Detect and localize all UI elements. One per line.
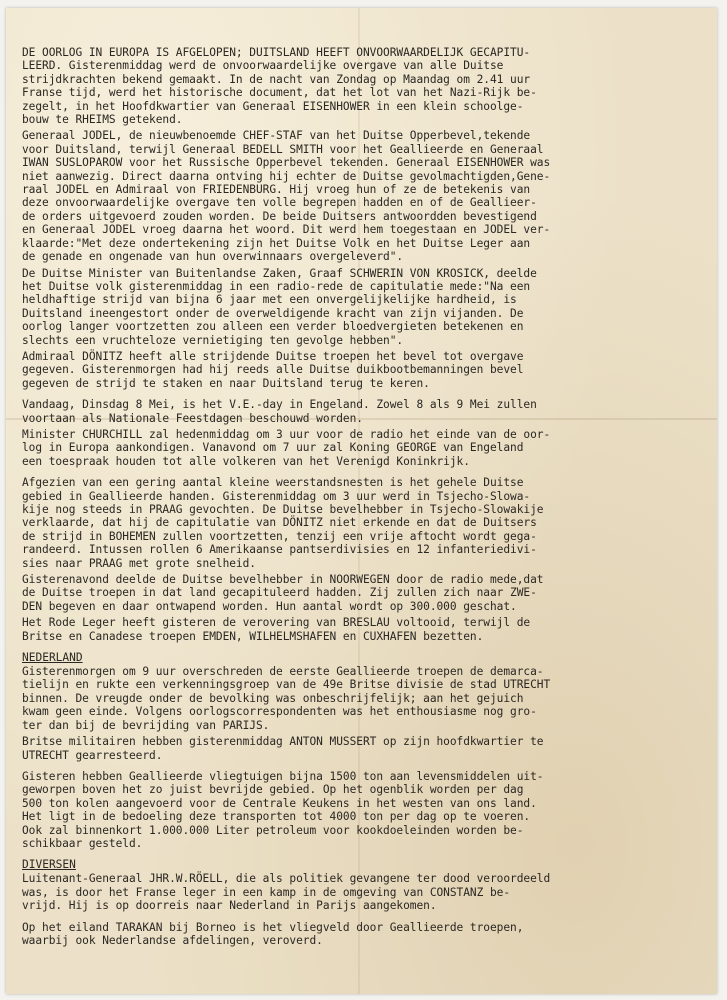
paragraph [22,350,706,390]
text-line: De Duitse Minister van Buitenlandse Zaken, Graaf SCHWERIN VON KROSICK, deelde [22,266,537,280]
text-line: heldhaftige strijd van bijna 6 jaar met een onvergelijkelijke hardheid, is [22,293,517,307]
text-line: Het ligt in de bedoeling deze transporten tot 4000 ton per dag op te voeren. [22,810,531,824]
paragraph [22,428,706,468]
text-line: Afgezien van een gering aantal kleine weerstandsnesten is het gehele Duitse [22,476,524,490]
section-nederland [22,646,706,850]
paragraph [22,616,706,643]
paragraph [22,770,706,850]
text-line: Gisterenavond deelde de Duitse bevelhebber in NOORWEGEN door de radio mede,dat [22,573,544,587]
text-line: zegelt, in het Hoofdkwartier van Generaal EISENHOWER in een klein schoolge- [22,99,524,113]
text-line: Vandaag, Dinsdag 8 Mei, is het V.E.-day in Engeland. Zowel 8 als 9 Mei zullen [22,398,537,412]
text-line: 500 ton kolen aangevoerd voor de Centrale Keukens in het westen van ons land. [22,796,537,810]
section-heading-nederland: NEDERLAND [22,651,83,665]
text-line: tielijn en rukte een verkenningsgroep van de 49e Britse divisie de stad UTRECHT [22,678,551,692]
text-line: Het Rode Leger heeft gisteren de verovering van BRESLAU voltooid, terwijl de [22,616,531,630]
paragraph [22,573,706,613]
text-line: verklaarde, dat hij de capitulatie van DÖNITZ niet erkende en dat de Duitsers [22,516,537,530]
text-line: Ook zal binnenkort 1.000.000 Liter petroleum voor kookdoeleinden worden be- [22,823,524,837]
text-line: het Duitse volk gisterenmiddag in een radio-rede de capitulatie mede:"Na een [22,279,531,293]
diversen-paragraphs [22,872,706,947]
paragraph [22,267,706,347]
paragraph [22,872,706,912]
text-line: raal JODEL en Admiraal von FRIEDENBURG. Hij vroeg hun of ze de betekenis van [22,183,531,197]
text-line: de strijd in BOHEMEN zullen voortzetten, tenzij een vrije aftocht wordt gega- [22,529,537,543]
text-line: voor Duitsland, terwijl Generaal BEDELL SMITH voor het Geallieerde en Generaal [22,142,544,156]
paragraph [22,735,706,762]
section-diversen [22,853,706,947]
text-line: Britse en Canadese troepen EMDEN, WILHELMSHAFEN en CUXHAFEN bezetten. [22,629,484,643]
text-line: waarbij ook Nederlandse afdelingen, veroverd. [22,933,323,947]
paragraph [22,46,706,126]
text-line: randeerd. Intussen rollen 6 Amerikaanse pantserdivisies en 12 infanteriedivi- [22,543,537,557]
newspaper-sheet [6,8,717,994]
text-line: gegeven de strijd te staken en naar Duitsland terug te keren. [22,376,430,390]
text-line: oorlog langer voortzetten zou alleen een verder bloedvergieten betekenen en [22,320,524,334]
text-line: UTRECHT gearresteerd. [22,748,163,762]
text-line: Britse militairen hebben gisterenmiddag ANTON MUSSERT op zijn hoofdkwartier te [22,735,544,749]
text-line: Gisterenmorgen om 9 uur overschreden de eerste Geallieerde troepen de demarca- [22,665,544,679]
text-line: kije nog steeds in PRAAG gevochten. De Duitse bevelhebber in Tsjecho-Slowakije [22,503,544,516]
main-news-section [22,46,706,643]
text-line: gebied in Geallieerde handen. Gisterenmiddag om 3 uur werd in Tsjecho-Slowa- [22,489,531,503]
text-line: klaarde:"Met deze ondertekening zijn het Duitse Volk en het Duitse Leger aan [22,236,531,250]
paragraph [22,665,706,732]
text-line: Minister CHURCHILL zal hedenmiddag om 3 uur voor de radio het einde van de oor- [22,427,551,441]
text-line: Generaal JODEL, de nieuwbenoemde CHEF-STAF van het Duitse Opperbevel,tekende [22,129,531,143]
text-line: ter dan bij de bevrijding van PARIJS. [22,718,270,732]
text-line: bouw te RHEIMS getekend. [22,113,183,127]
text-line: schikbaar gesteld. [22,836,143,850]
paragraph [22,921,706,948]
text-line: Franse tijd, werd het historische document, dat het lot van het Nazi-Rijk be- [22,86,537,100]
paragraph [22,476,706,570]
text-line: IWAN SUSLOPAROW voor het Russische Opperbevel tekenden. Generaal EISENHOWER was [22,156,551,170]
text-line: voortaan als Nationale Feestdagen beschouwd worden. [22,411,363,425]
text-line: Admiraal DÖNITZ heeft alle strijdende Duitse troepen het bevel tot overgave [22,349,524,363]
text-line: strijdkrachten bekend gemaakt. In de nacht van Zondag op Maandag om 2.41 uur [22,72,531,86]
text-line: kwam geen einde. Volgens oorlogscorrespondenten was het enthousiasme nog gro- [22,705,537,719]
nederland-paragraphs [22,665,706,850]
paragraph [22,398,706,425]
text-line: was, is door het Franse leger in een kamp in de omgeving van CONSTANZ be- [22,885,511,899]
document-body [22,46,706,950]
text-line: een toespraak houden tot alle volkeren van het Verenigd Koninkrijk. [22,454,470,468]
section-heading-diversen: DIVERSEN [22,858,76,872]
text-line: Luitenant-Generaal JHR.W.RÖELL, die als politiek gevangene ter dood veroordeeld [22,872,551,886]
text-line: sies naar PRAAG met grote snelheid. [22,556,256,570]
text-line: DEN begeven en daar ontwapend worden. Hun aantal wordt op 300.000 geschat. [22,599,517,613]
text-line: vrijd. Hij is op doorreis naar Nederland in Parijs aangekomen. [22,899,437,913]
text-line: deze onvoorwaardelijke overgave ten volle begrepen hadden en of de Geallieer- [22,196,537,210]
text-line: geworpen boven het zo juist bevrijde gebied. Op het ogenblik worden per dag [22,783,524,797]
text-line: DE OORLOG IN EUROPA IS AFGELOPEN; DUITSLAND HEEFT ONVOORWAARDELIJK GECAPITU- [22,46,531,59]
text-line: Gisteren hebben Geallieerde vliegtuigen bijna 1500 ton aan levensmiddelen uit- [22,769,544,783]
text-line: en Generaal JODEL vroeg daarna het woord. Dit werd hem toegestaan en JODEL ver- [22,223,551,237]
text-line: log in Europa aankondigen. Vanavond om 7 uur zal Koning GEORGE van Engeland [22,441,524,455]
text-line: binnen. De vreugde onder de bevolking was onbeschrijfelijk; aan het gejuich [22,691,524,705]
text-line: de genade en ongenade van hun overwinnaars overgeleverd". [22,250,404,264]
text-line: Duitsland ineengestort onder de overweldigende kracht van zijn vijanden. De [22,306,524,320]
text-line: niet aanwezig. Direct daarna ontving hij echter de Duitse gevolmachtigden,Gene- [22,169,551,183]
text-line: LEERD. Gisterenmiddag werd de onvoorwaardelijke overgave van alle Duitse [22,59,504,73]
text-line: gegeven. Gisterenmorgen had hij reeds alle Duitse duikbootbemanningen bevel [22,363,524,377]
text-line: de orders uitgevoerd zouden worden. De beide Duitsers antwoordden bevestigend [22,209,537,223]
text-line: slechts een vruchteloze vernietiging ten gevolge hebben". [22,333,404,347]
text-line: de Duitse troepen in dat land gecapituleerd hadden. Zij zullen zich naar ZWE- [22,586,537,600]
paragraph [22,129,706,263]
text-line: Op het eiland TARAKAN bij Borneo is het vliegveld door Geallieerde troepen, [22,920,524,934]
